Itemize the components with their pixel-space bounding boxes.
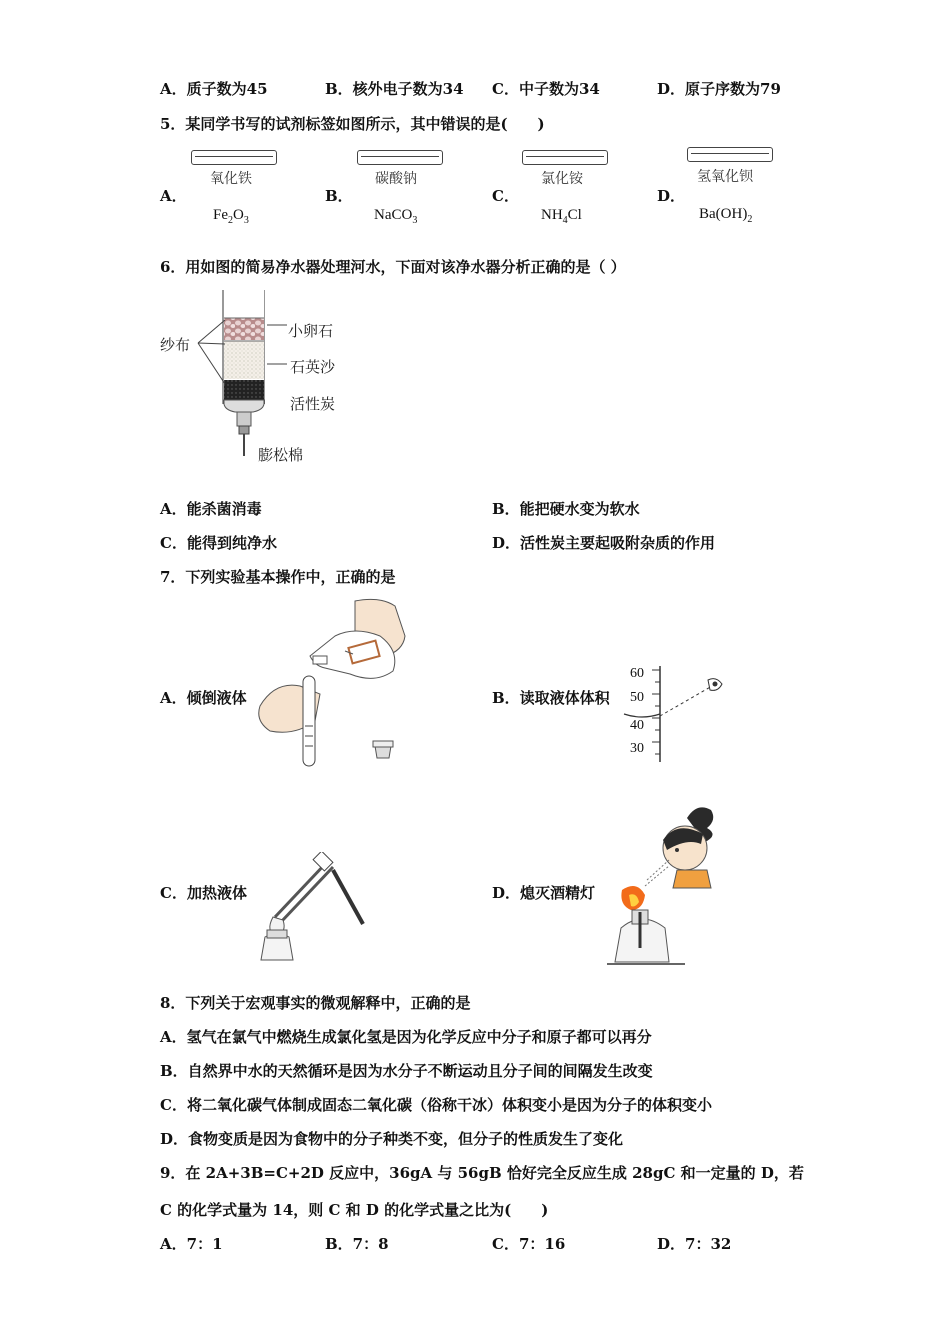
cloth-leader-lines <box>195 320 295 400</box>
label-cloth: 纱布 <box>160 336 191 354</box>
q7-option-c: C．加热液体 <box>160 884 247 902</box>
q8-option-b: B．自然界中水的天然循环是因为水分子不断运动且分子间的间隔发生改变 <box>160 1062 653 1080</box>
tick-30: 30 <box>630 741 644 756</box>
tick-50: 50 <box>630 690 644 705</box>
q5-stem: 5．某同学书写的试剂标签如图所示，其中错误的是( ) <box>160 115 545 133</box>
q8-option-d: D．食物变质是因为食物中的分子种类不变，但分子的性质发生了变化 <box>160 1130 624 1148</box>
label-carbon: 活性炭 <box>290 395 336 413</box>
label-cotton: 膨松棉 <box>258 446 304 464</box>
blowing-out-lamp-icon <box>607 800 722 970</box>
q7-stem: 7．下列实验基本操作中，正确的是 <box>160 568 396 586</box>
q8-option-a: A．氢气在氯气中燃烧生成氯化氢是因为化学反应中分子和原子都可以再分 <box>160 1028 652 1046</box>
q9-option-b: B．7：8 <box>325 1235 389 1253</box>
q9-option-c: C．7：16 <box>492 1235 566 1253</box>
q5-reagent-formula: $Ba(OH)_2$ <box>699 206 753 225</box>
q9-option-a: A．7：1 <box>160 1235 223 1253</box>
tick-60: 60 <box>630 666 644 681</box>
q5-reagent-name: 碳酸钠 <box>375 171 417 187</box>
tick-40: 40 <box>630 718 644 733</box>
q5-reagent-name: 氢氧化钡 <box>697 169 753 185</box>
q4-option-b: B．核外电子数为34 <box>325 80 464 98</box>
q9-stem-line1: 9．在 2A+3B=C+2D 反应中，36gA 与 56gB 恰好完全反应生成 28gC 和一定量的 D，若 <box>160 1164 804 1182</box>
q4-option-c: C．中子数为34 <box>492 80 600 98</box>
q6-option-b: B．能把硬水变为软水 <box>492 500 640 518</box>
q8-stem: 8．下列关于宏观事实的微观解释中，正确的是 <box>160 994 471 1012</box>
q5-letter: A． <box>160 187 187 205</box>
q5-letter: C． <box>492 187 519 205</box>
label-bottle-icon <box>522 150 608 165</box>
q5-letter: B． <box>325 187 353 205</box>
q7-option-b: B．读取液体体积 <box>492 689 610 707</box>
q6-stem: 6．用如图的简易净水器处理河水，下面对该净水器分析正确的是（ ） <box>160 258 626 276</box>
q5-reagent-name: 氧化铁 <box>210 171 252 187</box>
q9-stem-line2: C 的化学式量为 14，则 C 和 D 的化学式量之比为( ) <box>160 1201 549 1219</box>
label-sand: 石英沙 <box>290 358 336 376</box>
q9-option-d: D．7：32 <box>657 1235 732 1253</box>
q6-option-a: A．能杀菌消毒 <box>160 500 262 518</box>
label-bottle-icon <box>357 150 443 165</box>
q4-option-a: A．质子数为45 <box>160 80 268 98</box>
q5-reagent-formula: $Fe_2O_3$ <box>213 207 249 226</box>
label-pebbles: 小卵石 <box>288 322 334 340</box>
q7-option-d: D．熄灭酒精灯 <box>492 884 596 902</box>
q4-option-d: D．原子序数为79 <box>657 80 781 98</box>
heating-liquid-icon <box>255 852 370 967</box>
q8-option-c: C．将二氧化碳气体制成固态二氧化碳（俗称干冰）体积变小是因为分子的体积变小 <box>160 1096 712 1114</box>
label-bottle-icon <box>191 150 277 165</box>
q5-reagent-name: 氯化铵 <box>541 171 583 187</box>
q7-option-a: A．倾倒液体 <box>160 689 247 707</box>
q5-reagent-formula: $NH_4Cl$ <box>541 207 582 226</box>
pouring-liquid-icon <box>255 596 410 771</box>
q6-option-d: D．活性炭主要起吸附杂质的作用 <box>492 534 716 552</box>
q6-option-c: C．能得到纯净水 <box>160 534 277 552</box>
label-bottle-icon <box>687 147 773 162</box>
q5-reagent-formula: NaCO$_3$ <box>374 207 418 226</box>
q5-letter: D． <box>657 187 686 205</box>
